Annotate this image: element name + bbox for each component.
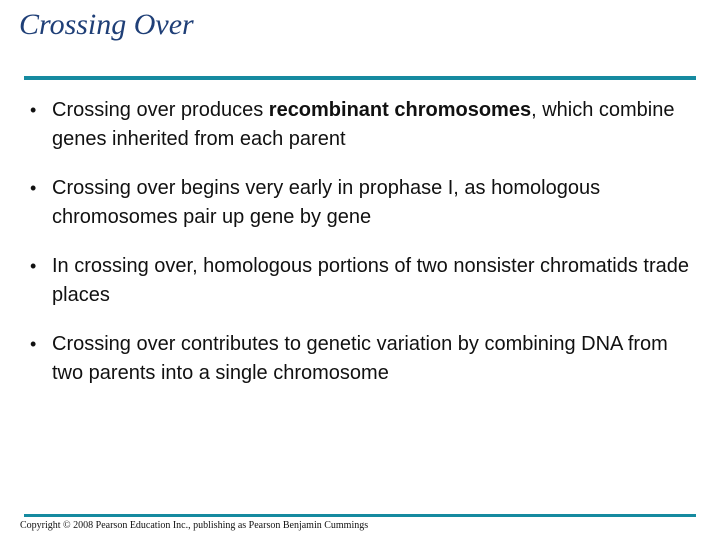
bullet-text — [52, 99, 674, 150]
bullet-text-post: , which combine genes inherited from each parent — [52, 99, 675, 150]
bullet-dot-icon: • — [30, 256, 37, 276]
bullet-text-pre: Crossing over begins very early in prophase I, as homologous chromosomes pair up gene by gene — [52, 177, 601, 228]
bullet-item — [30, 330, 700, 388]
bullet-dot-icon: • — [30, 334, 37, 354]
title-divider — [24, 76, 696, 80]
bullet-item — [30, 174, 700, 232]
slide-title: Crossing Over — [19, 8, 194, 41]
bullet-item — [30, 96, 700, 154]
bullet-text-pre: In crossing over, homologous portions of two nonsister chromatids trade places — [52, 255, 689, 306]
bullet-text-pre: Crossing over produces — [52, 99, 269, 121]
bullet-text-pre: Crossing over contributes to genetic variation by combining DNA from two parents into a single chromosome — [52, 333, 668, 384]
bullet-item — [30, 252, 700, 310]
bullet-text-bold: recombinant chromosomes — [268, 99, 532, 121]
copyright-notice: Copyright © 2008 Pearson Education Inc., publishing as Pearson Benjamin Cummings — [20, 520, 369, 531]
footer-divider — [24, 514, 696, 517]
bullet-text — [52, 255, 689, 306]
bullet-dot-icon: • — [30, 178, 37, 198]
bullet-text — [52, 333, 668, 384]
bullet-dot-icon: • — [30, 100, 37, 120]
bullet-list — [30, 96, 700, 408]
bullet-text — [52, 177, 600, 228]
